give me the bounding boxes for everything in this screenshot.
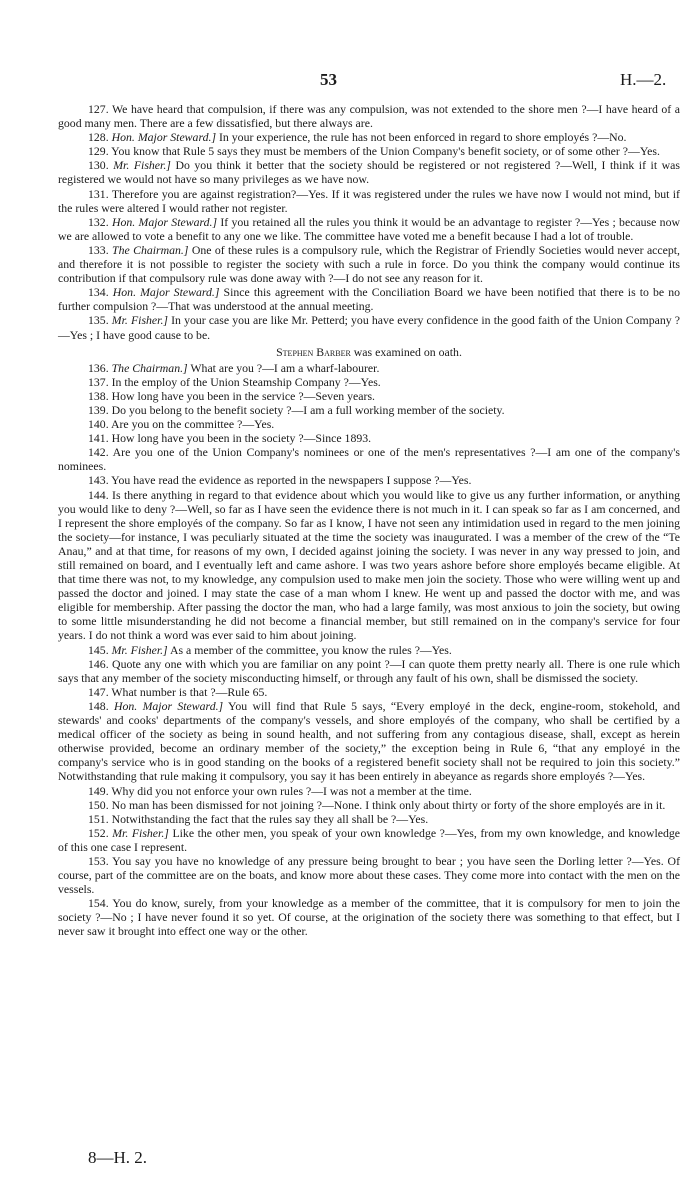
question-number: 149. (88, 783, 109, 798)
document-code: H.—2. (620, 70, 667, 89)
question-answer-text: As a member of the committee, you know the rules ?—Yes. (169, 642, 452, 657)
speaker-label: Mr. Fisher.] (111, 642, 168, 657)
question-paragraph (58, 285, 680, 313)
question-number: 144. (88, 487, 109, 502)
question-number: 134. (88, 285, 109, 300)
speaker-label: Mr. Fisher.] (111, 313, 168, 328)
question-paragraph (58, 361, 680, 375)
question-paragraph (58, 144, 680, 158)
question-answer-text: Why did you not enforce your own rules ?—I was not a member at the time. (111, 783, 472, 798)
speaker-label: The Chairman.] (111, 360, 188, 375)
question-answer-text: Since this agreement with the Conciliation Board we have been notified that there is to be no further compulsion ?—That was understood at the annual meeting. (58, 285, 681, 314)
question-paragraph (58, 812, 680, 826)
question-answer-text: Like the other men, you speak of your own knowledge ?—Yes, from my own knowledge, and knowledge of this one case I represent. (58, 825, 680, 854)
question-paragraph (58, 854, 680, 896)
question-answer-text: One of these rules is a compulsory rule, which the Registrar of Friendly Societies would never accept, and therefore it is not possible to register the society with such a rule in force. Do you think the company would continue its contribution if that compulsory rule was done away with ?—I do not see any reason for it. (58, 242, 681, 286)
speaker-label: Hon. Major Steward.] (111, 130, 217, 145)
question-paragraph (58, 798, 680, 812)
question-answer-text: We have heard that compulsion, if there was any compulsion, was not extended to the shore men ?—I have heard of a good many men. There are a few dissatisfied, but there always are. (58, 102, 680, 131)
question-number: 141. (88, 431, 109, 446)
question-paragraph (58, 403, 680, 417)
question-paragraph (58, 187, 680, 215)
question-paragraph (58, 417, 680, 431)
speaker-label: The Chairman.] (112, 242, 189, 257)
question-answer-text: What number is that ?—Rule 65. (111, 684, 268, 699)
page-number: 53 (320, 70, 337, 89)
evidence-section-after-witness (58, 361, 680, 939)
question-answer-text: Are you one of the Union Company's nominees or one of the men's representatives ?—I am one of the company's nominees. (58, 445, 680, 474)
question-paragraph (58, 488, 680, 643)
question-number: 136. (88, 360, 109, 375)
question-paragraph (58, 389, 680, 403)
question-number: 147. (88, 684, 109, 699)
question-answer-text: You know that Rule 5 says they must be members of the Union Company's benefit society, or of some other ?—Yes. (111, 144, 660, 159)
question-paragraph (58, 445, 680, 473)
question-number: 133. (88, 242, 109, 257)
question-paragraph (58, 215, 680, 243)
question-number: 128. (88, 130, 109, 145)
question-answer-text: How long have you been in the service ?—Seven years. (111, 388, 375, 403)
question-answer-text: You do know, surely, from your knowledge as a member of the committee, that it is compulsory for men to join the society ?—No ; I have never found it so yet. Of course, at the origination of the society there was something to that effect, but I never saw it brought into effect one way or the other. (58, 896, 680, 939)
question-paragraph (58, 375, 680, 389)
question-answer-text: In your experience, the rule has not been enforced in regard to shore employés ?—No. (219, 130, 627, 145)
question-number: 146. (88, 656, 109, 671)
witness-heading (58, 345, 680, 359)
question-paragraph (58, 657, 680, 685)
page-header (0, 70, 700, 92)
question-paragraph (58, 643, 680, 657)
question-paragraph (58, 784, 680, 798)
question-answer-text: How long have you been in the society ?—Since 1893. (111, 431, 372, 446)
question-paragraph (58, 158, 680, 186)
page-signature: 8—H. 2. (88, 1148, 148, 1167)
question-paragraph (58, 685, 680, 699)
question-number: 154. (88, 896, 109, 911)
question-number: 132. (88, 214, 109, 229)
question-answer-text: Are you on the committee ?—Yes. (110, 417, 275, 432)
witness-name: Stephen Barber (276, 344, 351, 359)
question-answer-text: You have read the evidence as reported in the newspapers I suppose ?—Yes. (111, 473, 472, 488)
question-answer-text: No man has been dismissed for not joining ?—None. I think only about thirty or forty of the shore employés are in it. (111, 797, 666, 812)
question-number: 138. (88, 388, 109, 403)
evidence-section-before-witness (58, 102, 680, 342)
question-number: 135. (88, 313, 109, 328)
speaker-label: Hon. Major Steward.] (112, 285, 220, 300)
question-paragraph (58, 130, 680, 144)
speaker-label: Mr. Fisher.] (112, 825, 169, 840)
question-number: 152. (88, 825, 109, 840)
speaker-label: Mr. Fisher.] (113, 158, 171, 173)
question-answer-text: You will find that Rule 5 says, “Every employé in the deck, engine-room, stokehold, and stewards' and cooks' departments of the company's vessels, and shore employés of the company, who shall be certified by a medical officer of the society as being in sound health, and not suffering from any contagious disease, shall, except as herein otherwise provided, become an ordinary member of the society,” the exception being in Rule 6, “that any employé in the company's service who is in good standing on the books of a registered benefit society shall not be required to join this society.” Notwithstanding that rule making it compulsory, you say it has been entirely in abeyance as regards shore employés ?—Yes. (58, 698, 681, 784)
question-number: 130. (88, 158, 109, 173)
question-answer-text: In the employ of the Union Steamship Company ?—Yes. (111, 374, 381, 389)
question-number: 150. (88, 797, 109, 812)
question-answer-text: Quote any one with which you are familiar on any point ?—I can quote them pretty nearly all. There is one rule which says that any member of the society misconducting himself, or through any fault of his own, shall be dismissed the society. (58, 656, 680, 685)
speaker-label: Hon. Major Steward.] (113, 698, 224, 713)
question-answer-text: Notwithstanding the fact that the rules say they all shall be ?—Yes. (111, 811, 429, 826)
question-answer-text: Do you belong to the benefit society ?—I am a full working member of the society. (111, 402, 505, 417)
question-answer-text: You say you have no knowledge of any pressure being brought to bear ; you have seen the Dorling letter ?—Yes. Of course, part of the committee are on the boats, and know more about these cases. They come more into contact with the men on the vessels. (58, 853, 680, 897)
question-paragraph (58, 699, 680, 784)
question-paragraph (58, 896, 680, 938)
question-number: 143. (88, 473, 109, 488)
question-paragraph (58, 243, 680, 285)
question-number: 129. (88, 144, 109, 159)
question-number: 151. (88, 811, 109, 826)
question-answer-text: Do you think it better that the society should be registered or not registered ?—Well, I think if it was registered we would not have so many privileges as we have now. (58, 158, 681, 187)
question-paragraph (58, 431, 680, 445)
speaker-label: Hon. Major Steward.] (111, 214, 218, 229)
question-number: 148. (88, 698, 109, 713)
question-answer-text: In your case you are like Mr. Petterd; you have every confidence in the good faith of the Union Company ?—Yes ; I have good cause to be. (58, 313, 680, 342)
question-answer-text: Therefore you are against registration?—Yes. If it was registered under the rules we have now I would not mind, but if the rules were altered I would rather not register. (58, 186, 680, 215)
question-number: 142. (88, 445, 109, 460)
question-paragraph (58, 313, 680, 341)
question-paragraph (58, 102, 680, 130)
question-number: 137. (88, 374, 109, 389)
question-paragraph (58, 826, 680, 854)
question-number: 153. (88, 853, 109, 868)
question-number: 127. (88, 102, 109, 116)
question-answer-text: Is there anything in regard to that evidence about which you would like to give us any further information, or anything you would like to deny ?—Well, so far as I have seen the evidence there is not much in it. I can speak so far as I am concerned, and I represent the shore employés of the company. So far as I know, I have not seen any intimidation used in regard to the men joining the society—for instance, I was peculiarly situated at the time the society was inaugurated. I was a member of the crew of the “Te Anau,” and at that time, for reasons of my own, I decided against joining the society. I was never in any way pressed to join, and still remained on board, and I eventually left and came ashore. I was two years ashore before shore employés became eligible. At that time there was not, to my knowledge, any compulsion used to make men join the society. Those who were willing went up and passed the doctor and joined. I may state the case of a man whom I knew. He went up and passed the doctor with me, and was eligible for membership. After passing the doctor the man, who had a large family, was most anxious to join the society, but owing to some little misunderstanding he did not become a financial member, but still remained on in the company's service for four years. I do not think a word was ever said to him about joining. (58, 487, 680, 643)
question-paragraph (58, 473, 680, 487)
question-answer-text: If you retained all the rules you think it would be an advantage to register ?—Yes ; because now we are allowed to vote a benefit to any one we like. The committee have voted me a benefit because I had a lot of trouble. (58, 214, 680, 243)
question-number: 145. (88, 642, 109, 657)
question-number: 139. (88, 402, 109, 417)
witness-oath-text: was examined on oath. (353, 344, 462, 359)
question-number: 140. (88, 417, 109, 432)
evidence-text (58, 102, 680, 939)
question-answer-text: What are you ?—I am a wharf-labourer. (190, 360, 380, 375)
question-number: 131. (88, 186, 109, 201)
